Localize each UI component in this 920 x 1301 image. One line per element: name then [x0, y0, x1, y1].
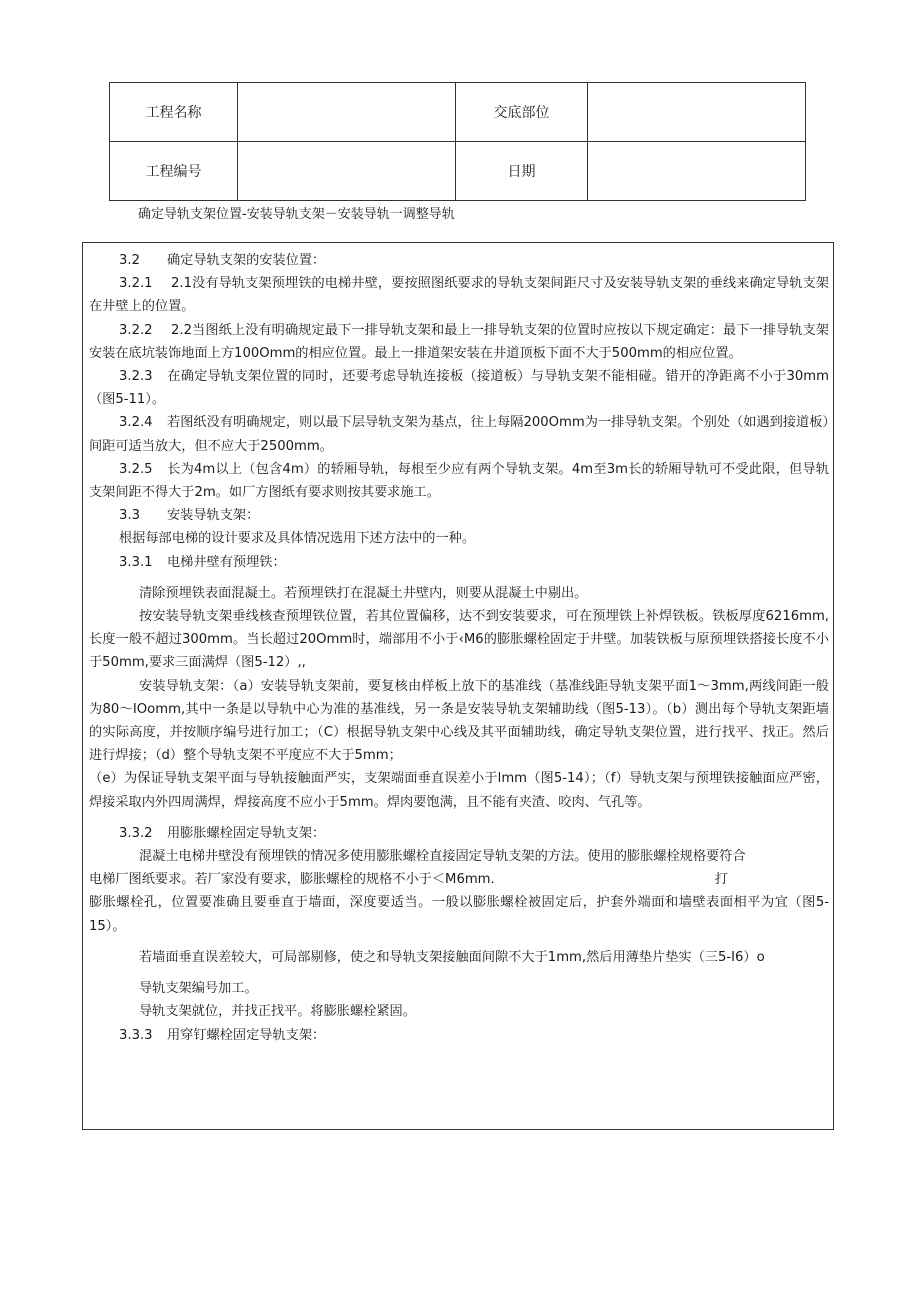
paragraph-text-da: 打 [714, 872, 728, 888]
project-name-value [238, 83, 456, 142]
paragraph-bolt-2: 膨胀螺栓孔，位置要准确且要垂直于墙面，深度要适当。一般以膨胀螺栓被固定后，护套外端面和墙壁表面相平为宜（图5-15）。 [89, 895, 829, 934]
process-flow-line: 确定导轨支架位置-安装导轨支架－安装导轨一调整导轨 [138, 207, 455, 222]
paragraph-wall: 若墙面垂直误差较大，可局部剔修，使之和导轨支架接触面间隙不大于1mm,然后用薄垫片垫实（三5-I6）o [139, 949, 765, 965]
paragraph-text: 在确定导轨支架位置的同时，还要考虑导轨连接板（接道板）与导轨支架不能相碰。错开的净距离不小于30mm（图5-11）。 [89, 369, 829, 408]
paragraph-check: 按安装导轨支架垂线核查预埋铁位置，若其位置偏移，达不到安装要求，可在预埋铁上补焊铁板。铁板厚度6216mm,长度一般不超过300mm。当长超过20Omm时，端部用不小于‹M6的膨胀螺栓固定于井壁。加装铁板与原预埋铁搭接长度不小于50mm,要求三面满焊（图5-12）,, [89, 609, 829, 671]
paragraph-clean: 清除预埋铁表面混凝土。若预埋铁打在混凝土井壁内，则要从混凝土中剔出。 [139, 585, 588, 601]
section-3-3-intro: 根据每部电梯的设计要求及具体情况选用下述方法中的一种。 [119, 531, 476, 547]
date-label: 日期 [456, 142, 588, 201]
section-3-3-3 [89, 1024, 829, 1047]
date-value [588, 142, 806, 201]
section-3-3-1 [89, 551, 829, 574]
paragraph-text: 长为4m以上（包含4m）的轿厢导轨，每根至少应有两个导轨支架。4m至3m长的轿厢导轨可不受此限，但导轨支架间距不得大于2m。如厂方图纸有要求则按其要求施工。 [89, 461, 829, 501]
paragraph-bolt-1-cont [89, 868, 829, 891]
header-table [109, 82, 806, 201]
paragraph-text: 混凝土电梯井壁没有预埋铁的情况多使用膨胀螺栓直接固定导轨支架的方法。使用的膨胀螺栓规格要符合 [139, 849, 746, 865]
section-number: 3.2.1 [119, 276, 153, 292]
paragraph-text: 若图纸没有明确规定，则以最下层导轨支架为基点，往上每隔200Omm为一排导轨支架。个别处（如遇到接道板）间距可适当放大，但不应大于2500mm。 [89, 415, 829, 454]
section-number: 3.3.2 [119, 825, 153, 841]
section-3-2-4 [89, 411, 829, 457]
section-3-2 [89, 249, 829, 272]
section-3-2-5 [89, 458, 829, 504]
paragraph-text: 2.1没有导轨支架预埋铁的电梯井壁，要按照图纸要求的导轨支架间距尺寸及安装导轨支架的垂线来确定导轨支架在井壁上的位置。 [89, 276, 829, 315]
section-number: 3.2 [119, 253, 140, 268]
section-3-3 [89, 504, 829, 527]
section-title: 确定导轨支架的安装位置： [167, 253, 326, 268]
section-3-3-2 [89, 822, 829, 845]
header-row-1 [110, 83, 806, 142]
content-box [82, 242, 834, 1130]
paragraph-install: 安装导轨支架：（a）安装导轨支架前，要复核由样板上放下的基准线（基准线距导轨支架平面1～3mm,两线间距一般为80～IOomm,其中一条是以导轨中心为准的基准线，另一条是安装导轨支架辅助线（图5-13）。（b）测出每个导轨支架距墙的实际高度，并按顺序编号进行加工；（C）根据导轨支架中心线及其平面辅助线，确定导轨支架位置，进行找平、找正。然后进行焊接；（d）整个导轨支架不平度应不大于5mm； [89, 678, 829, 764]
content-text [89, 249, 829, 1047]
paragraph-place: 导轨支架就位，并找正找平。将膨胀螺栓紧固。 [139, 1004, 416, 1020]
paragraph-text: 2.2当图纸上没有明确规定最下一排导轨支架和最上一排导轨支架的位置时应按以下规定确定：最下一排导轨支架安装在底坑装饰地面上方100Omm的相应位置。最上一排道架安装在井道顶板下面不大于500mm的相应位置。 [89, 322, 829, 361]
header-row-2 [110, 142, 806, 201]
section-number: 3.2.4 [119, 415, 153, 431]
handover-part-label: 交底部位 [456, 83, 588, 142]
handover-part-value [588, 83, 806, 142]
section-3-2-2 [89, 319, 829, 365]
section-3-2-1 [89, 272, 829, 318]
project-number-value [238, 142, 456, 201]
section-title: 电梯井壁有预埋铁： [167, 554, 286, 570]
section-number: 3.3 [119, 508, 140, 524]
paragraph-text: 电梯厂图纸要求。若厂家没有要求，膨胀螺栓的规格不小于＜M6mm. [89, 872, 495, 888]
section-title: 安装导轨支架： [167, 508, 260, 524]
section-title: 用膨胀螺栓固定导轨支架： [167, 825, 326, 841]
project-number-label: 工程编号 [110, 142, 238, 201]
paragraph-install-cont: （e）为保证导轨支架平面与导轨接触面严实，支架端面垂直误差小于lmm（图5-14）；（f）导轨支架与预埋铁接触面应严密，焊接采取内外四周满焊，焊接高度不应小于5mm。焊肉要饱满，且不能有夹渣、咬肉、气孔等。 [89, 771, 829, 810]
section-title: 用穿钉螺栓固定导轨支架： [167, 1027, 326, 1043]
section-number: 3.3.3 [119, 1027, 153, 1043]
section-number: 3.3.1 [119, 554, 153, 570]
paragraph-number: 导轨支架编号加工。 [139, 981, 258, 997]
section-number: 3.2.3 [119, 369, 153, 385]
section-number: 3.2.2 [119, 322, 153, 338]
section-3-2-3 [89, 365, 829, 411]
section-number: 3.2.5 [119, 461, 153, 477]
paragraph-bolt-1 [89, 845, 829, 868]
project-name-label: 工程名称 [110, 83, 238, 142]
